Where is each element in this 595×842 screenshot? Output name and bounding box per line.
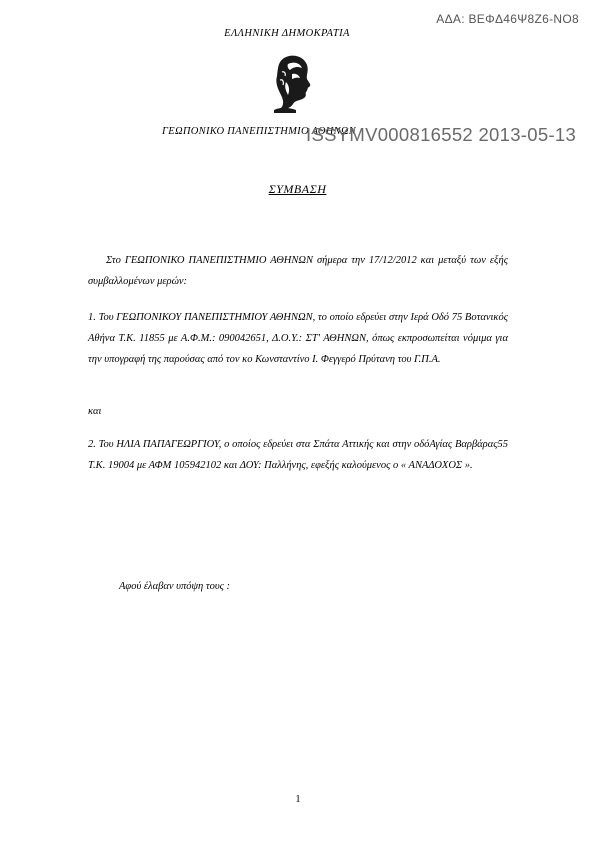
- document-title: [0, 182, 595, 197]
- page-number: 1: [295, 794, 301, 805]
- iss-stamp: ISSYMV000816552 2013-05-13: [306, 124, 577, 145]
- republic-heading: ΕΛΛΗΝΙΚΗ ΔΗΜΟΚΡΑΤΙΑ: [224, 28, 350, 39]
- intro-paragraph: Στο ΓΕΩΠΟΝΙΚΟ ΠΑΝΕΠΙΣΤΗΜΙΟ ΑΘΗΝΩΝ σήμερα την 17/12/2012 και μεταξύ των εξής συμβαλλομένων μερών:: [88, 255, 508, 287]
- and-connector: και: [88, 406, 102, 417]
- document-title-text: ΣΥΜΒΑΣΗ: [268, 182, 327, 196]
- university-name: ΓΕΩΠΟΝΙΚΟ ΠΑΝΕΠΙΣΤΗΜΙΟ ΑΘΗΝΩΝ: [162, 126, 357, 137]
- ada-stamp: ΑΔΑ: ΒΕΦΔ46Ψ8Ζ6-ΝΟ8: [436, 12, 579, 26]
- party-1-paragraph: 1. Του ΓΕΩΠΟΝΙΚΟΥ ΠΑΝΕΠΙΣΤΗΜΙΟΥ ΑΘΗΝΩΝ, το οποίο εδρεύει στην Ιερά Οδό 75 Βοτανικός Αθήνα Τ.Κ. 11855 με Α.Φ.Μ.: 090042651, Δ.Ο.Υ.: ΣΤ' ΑΘΗΝΩΝ, όπως εκπροσωπείται νόμιμα για την υπογραφή της παρούσας από τον κο Κωνσταντίνο Ι. Φεγγερό Πρύτανη του Γ.Π.Α.: [88, 312, 508, 365]
- athena-head-emblem-icon: [262, 52, 318, 114]
- party-2-paragraph: 2. Του ΗΛΙΑ ΠΑΠΑΓΕΩΡΓΙΟΥ, ο οποίος εδρεύει στα Σπάτα Αττικής και στην οδόΑγίας Βαρβάρας55 Τ.Κ. 19004 με ΑΦΜ 105942102 και ΔΟΥ: Παλλήνης, εφεξής καλούμενος ο « ΑΝΑΔΟΧΟΣ ».: [88, 439, 508, 471]
- considering-clause: Αφού έλαβαν υπόψη τους :: [119, 581, 231, 592]
